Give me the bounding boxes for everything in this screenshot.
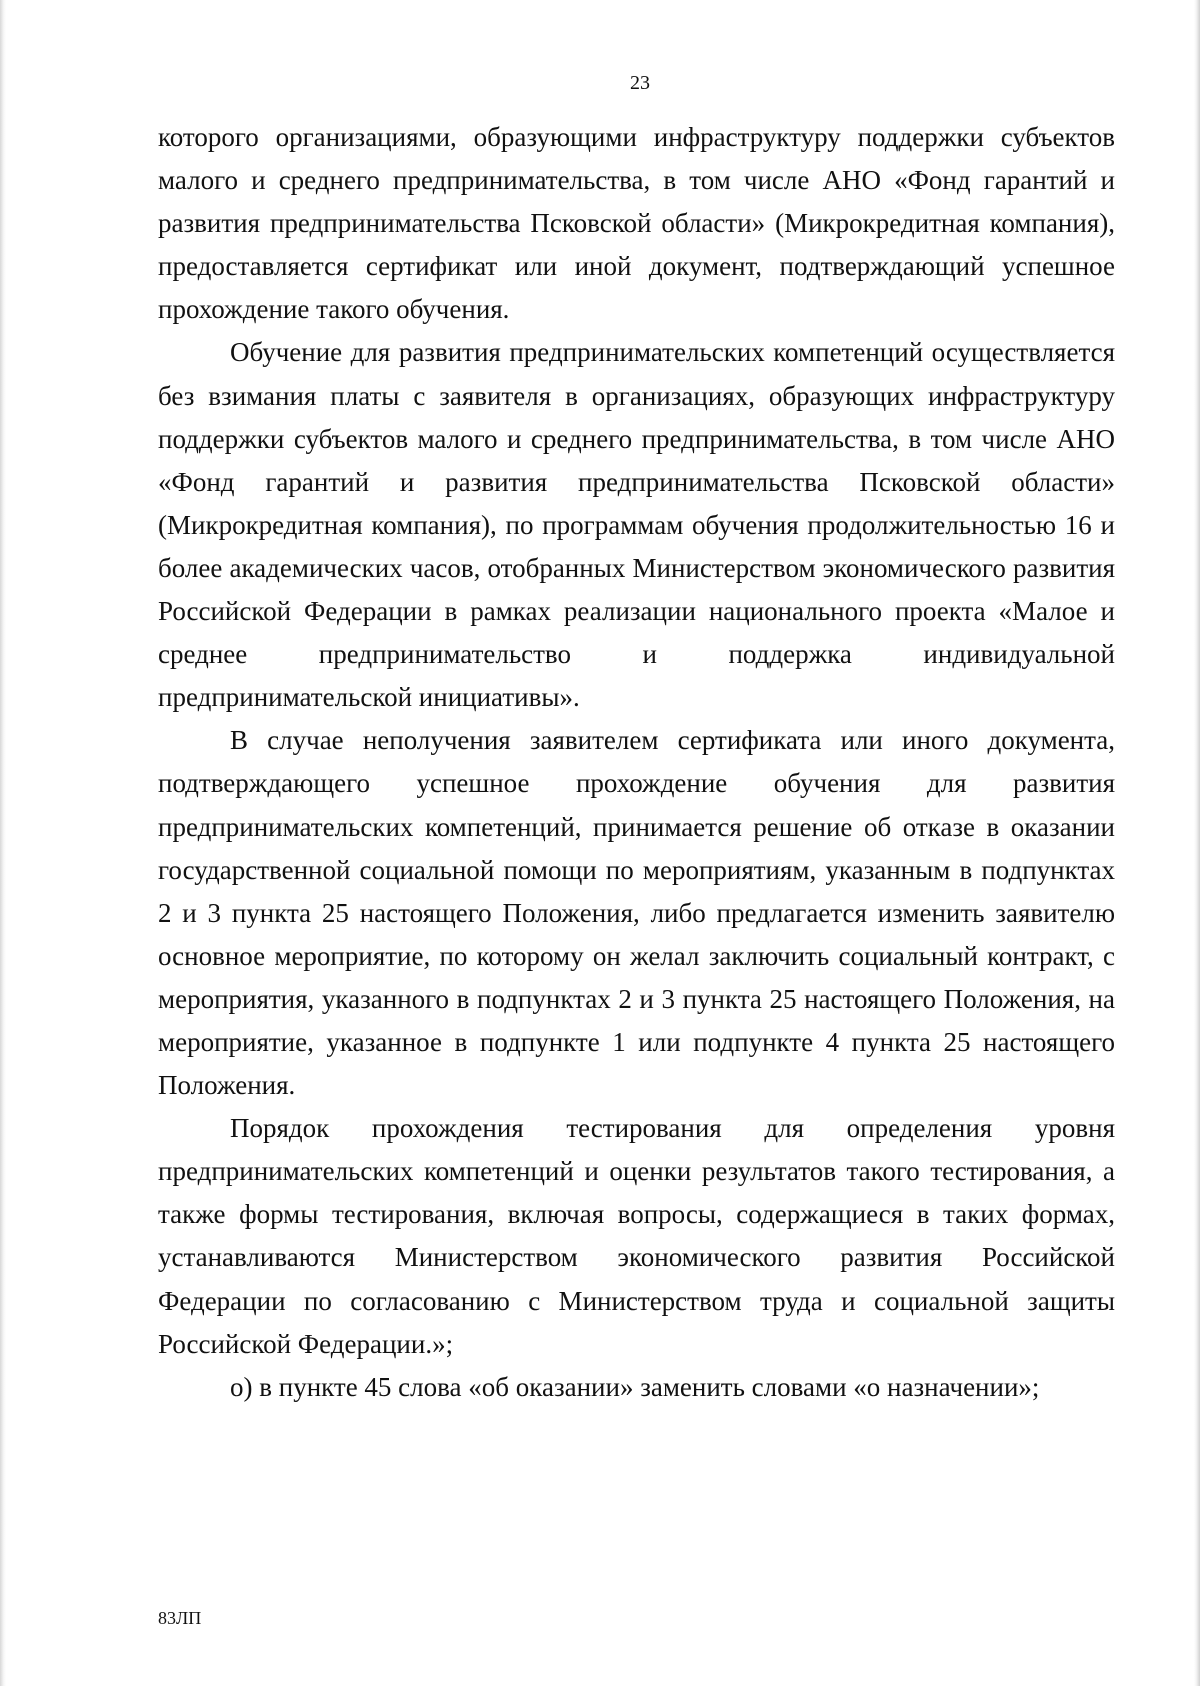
footer-document-code: 83ЛП [158,1608,202,1628]
paragraph-amendment-o: о) в пункте 45 слова «об оказании» заменить словами «о назначении»; [230,1371,1040,1402]
paragraph-refusal: В случае неполучения заявителем сертификата или иного документа, подтверждающего успешное прохождение обучения для развития предпринимательских компетенций, принимается решение об отказе в оказании государственной социальной помощи по мероприятиям, указанным в подпунктах 2 и 3 пункта 25 настоящего Положения, либо предлагается изменить заявителю основное мероприятие, по которому он желал заключить социальный контракт, с мероприятия, указанного в подпунктах 2 и 3 пункта 25 настоящего Положения, на мероприятие, указанное в подпункте 1 или подпункте 4 пункта 25 настоящего Положения. [158,725,1115,1101]
paragraph-continuation: которого организациями, образующими инфраструктуру поддержки субъектов малого и среднего предпринимательства, в том числе АНО «Фонд гарантий и развития предпринимательства Псковской области» (Микрокредитная компания), предоставляется сертификат или иной документ, подтверждающий успешное прохождение такого обучения. [158,122,1115,325]
scan-edge-right [1194,0,1200,1686]
paragraph-testing-procedure: Порядок прохождения тестирования для определения уровня предпринимательских компетенций и оценки результатов такого тестирования, а также формы тестирования, включая вопросы, содержащиеся в таких формах, устанавливаются Министерством экономического развития Российской Федерации по согласованию с Министерством труда и социальной защиты Российской Федерации.»; [158,1113,1115,1359]
paragraph-training: Обучение для развития предпринимательских компетенций осуществляется без взимания платы с заявителя в организациях, образующих инфраструктуру поддержки субъектов малого и среднего предпринимательства, в том числе АНО «Фонд гарантий и развития предпринимательства Псковской области» (Микрокредитная компания), по программам обучения продолжительностью 16 и более академических часов, отобранных Министерством экономического развития Российской Федерации в рамках реализации национального проекта «Малое и среднее предпринимательство и поддержка индивидуальной предпринимательской инициативы». [158,337,1115,713]
page-number: 23 [630,72,650,94]
scan-edge-left [0,0,6,1686]
body-text [158,116,1115,1409]
